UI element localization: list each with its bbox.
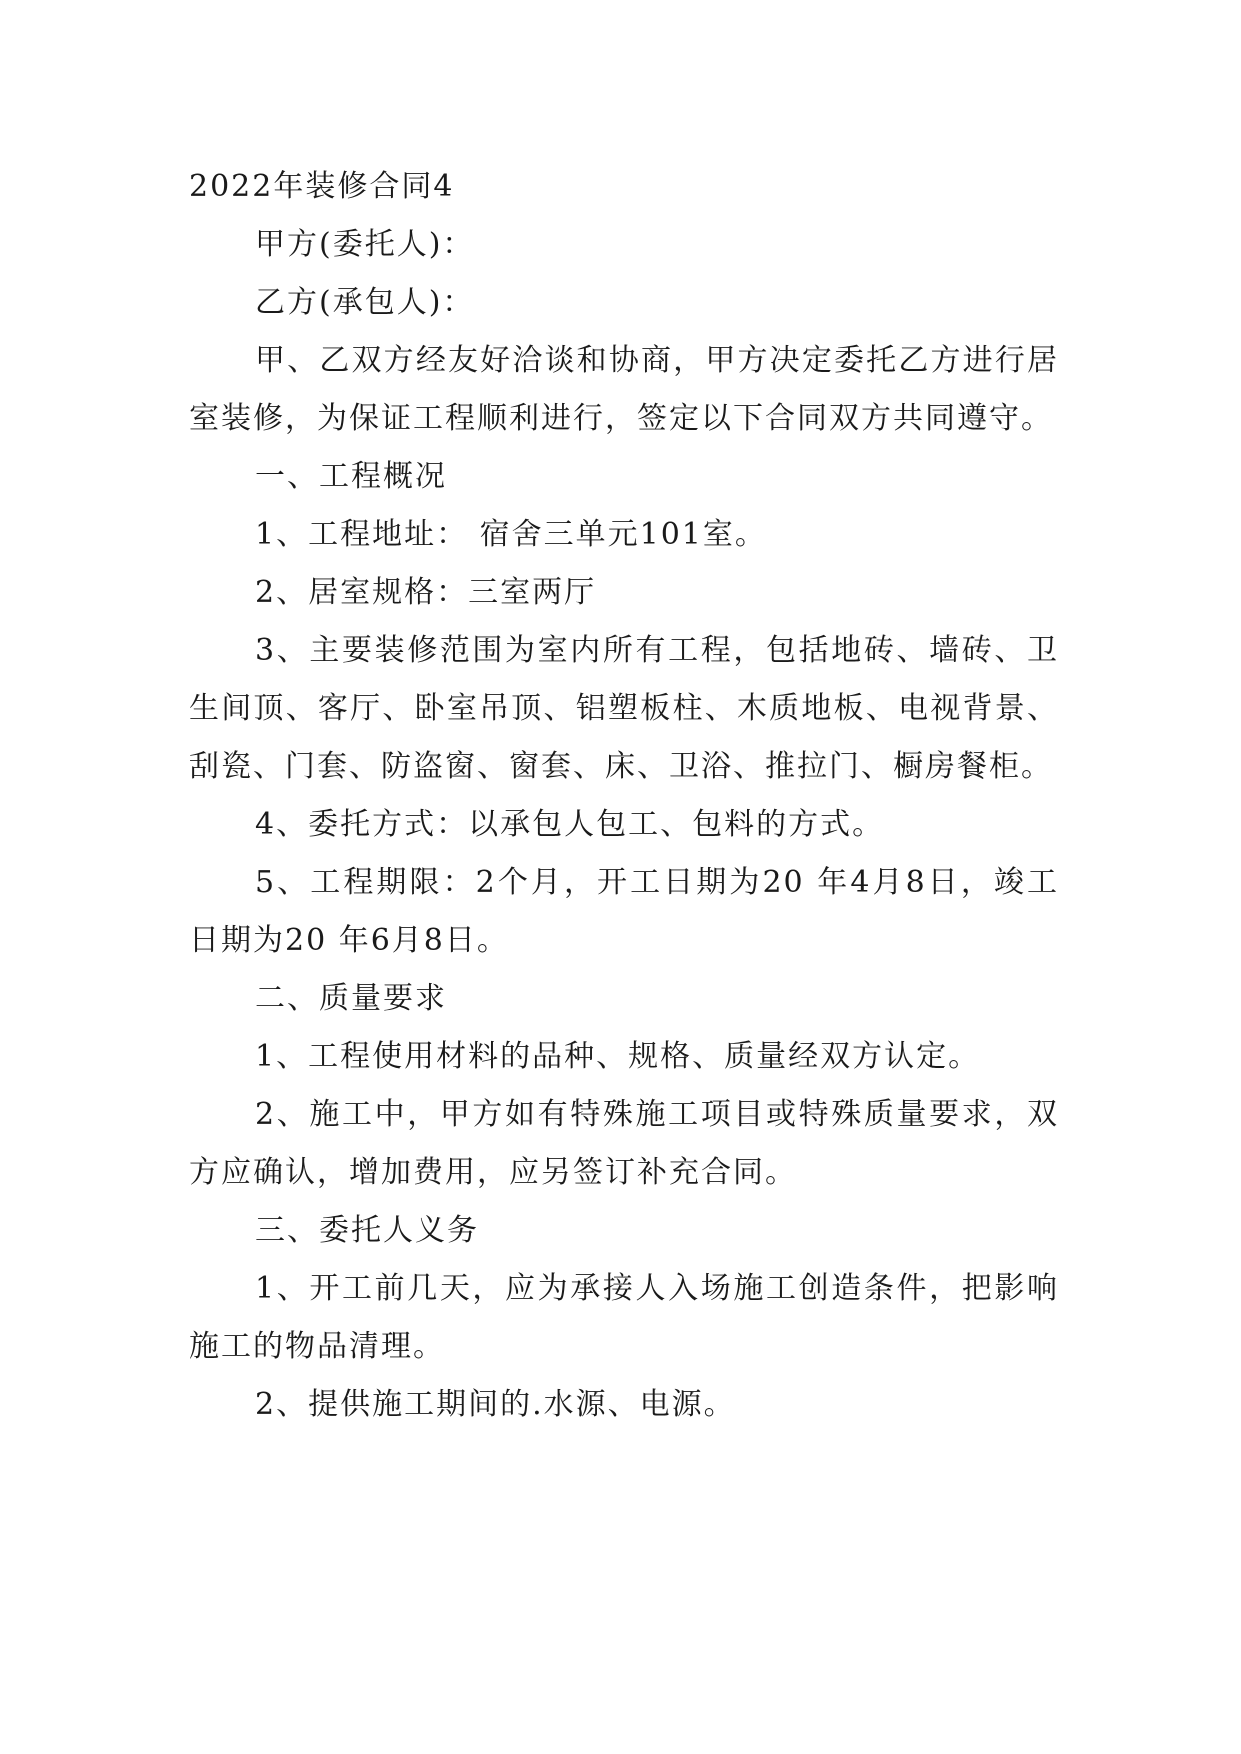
section-1-heading: 一、工程概况 (255, 459, 447, 494)
section-1-item-4: 4、委托方式：以承包人包工、包料的方式。 (255, 807, 885, 842)
section-1-item-3: 3、主要装修范围为室内所有工程，包括地砖、墙砖、卫生间顶、客厅、卧室吊顶、铝塑板柱、木质地板、电视背景、刮瓷、门套、防盗窗、窗套、床、卫浴、推拉门、橱房餐柜。 (189, 633, 1059, 784)
section-1-item-1: 1、工程地址： 宿舍三单元101室。 (255, 517, 767, 552)
section-3-item-2: 2、提供施工期间的.水源、电源。 (255, 1387, 736, 1422)
section-2-item-1: 1、工程使用材料的品种、规格、质量经双方认定。 (255, 1039, 981, 1074)
party-b-line: 乙方(承包人)： (255, 285, 475, 320)
intro-paragraph: 甲、乙双方经友好洽谈和协商，甲方决定委托乙方进行居室装修，为保证工程顺利进行，签定以下合同双方共同遵守。 (189, 343, 1059, 436)
section-2-heading: 二、质量要求 (255, 981, 447, 1016)
section-2-item-2: 2、施工中，甲方如有特殊施工项目或特殊质量要求，双方应确认，增加费用，应另签订补充合同。 (189, 1097, 1059, 1190)
document-body (189, 158, 1059, 1434)
section-3-heading: 三、委托人义务 (255, 1213, 479, 1248)
section-1-item-5: 5、工程期限：2个月，开工日期为20 年4月8日，竣工日期为20 年6月8日。 (189, 865, 1059, 958)
section-3-item-1: 1、开工前几天，应为承接人入场施工创造条件，把影响施工的物品清理。 (189, 1271, 1059, 1364)
section-1-item-2: 2、居室规格：三室两厅 (255, 575, 597, 610)
document-title: 2022年装修合同4 (189, 169, 455, 204)
party-a-line: 甲方(委托人)： (255, 227, 475, 262)
